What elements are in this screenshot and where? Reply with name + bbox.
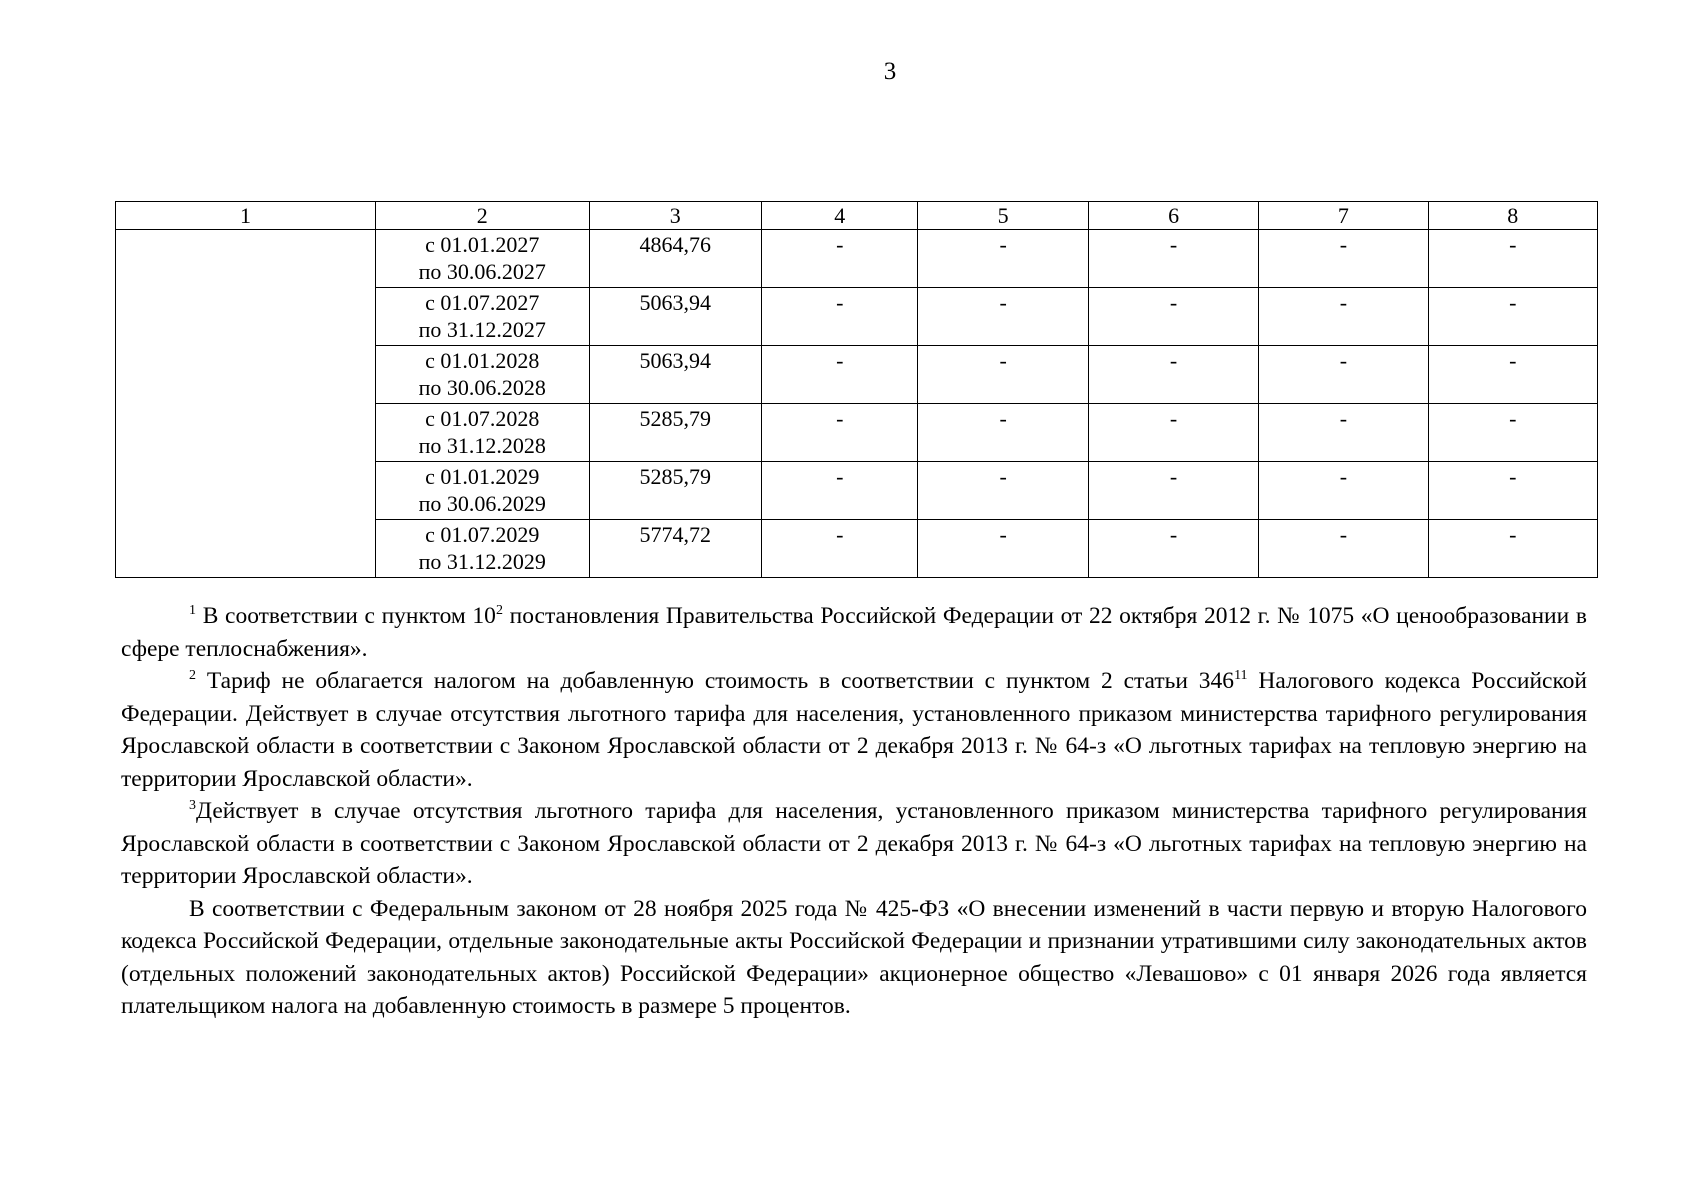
vat-paragraph: В соответствии с Федеральным законом от 28 ноября 2025 года № 425-ФЗ «О внесении изменений в части первую и вторую Налогового кодекса Российской Федерации, отдельные законодательные акты Российской Федерации и признании утратившими силу законодательных актов (отдельных положений законодательных актов) Российской Федерации» акционерное общество «Левашово» с 01 января 2026 года является плательщиком налога на добавленную стоимость в размере 5 процентов. [121, 895, 1587, 1019]
cell-col6: - [1088, 230, 1258, 288]
period-cell [375, 346, 589, 404]
column-header-2: 2 [375, 202, 589, 230]
period-to: по 30.06.2029 [418, 491, 546, 516]
footnote-1 [121, 600, 1587, 665]
period-cell [375, 288, 589, 346]
cell-col5: - [918, 288, 1088, 346]
period-from: с 01.01.2028 [425, 348, 540, 373]
footnote-text: В соответствии с пунктом 10 [202, 603, 496, 629]
tariff-value: 5285,79 [589, 462, 762, 520]
cell-col5: - [918, 462, 1088, 520]
period-to: по 31.12.2028 [418, 433, 546, 458]
organization-cell [116, 230, 376, 578]
period-to: по 31.12.2027 [418, 317, 546, 342]
tariff-value: 5774,72 [589, 520, 762, 578]
page-number: 3 [883, 58, 897, 85]
tariff-value: 5285,79 [589, 404, 762, 462]
footnote-text: Действует в случае отсутствия льготного тарифа для населения, установленного приказом министерства тарифного регулирования Ярославской области в соответствии с Законом Ярославской области от 2 декабря 2013 г. № 64-з «О льготных тарифах на тепловую энергию на территории Ярославской области». [121, 798, 1587, 889]
cell-col8: - [1428, 346, 1597, 404]
period-from: с 01.07.2027 [425, 290, 540, 315]
cell-col7: - [1259, 288, 1428, 346]
cell-col7: - [1259, 462, 1428, 520]
period-to: по 30.06.2027 [418, 259, 546, 284]
period-cell [375, 520, 589, 578]
footnote-2 [121, 665, 1587, 795]
cell-col5: - [918, 404, 1088, 462]
period-cell [375, 462, 589, 520]
column-header-4: 4 [762, 202, 918, 230]
period-from: с 01.07.2029 [425, 522, 540, 547]
column-header-1: 1 [116, 202, 376, 230]
tariff-value: 4864,76 [589, 230, 762, 288]
column-header-8: 8 [1428, 202, 1597, 230]
cell-col8: - [1428, 520, 1597, 578]
period-from: с 01.01.2029 [425, 464, 540, 489]
cell-col6: - [1088, 520, 1258, 578]
period-to: по 31.12.2029 [418, 549, 546, 574]
footnote-superscript: 2 [495, 603, 503, 618]
footnote-superscript: 11 [1234, 668, 1248, 683]
cell-col4: - [762, 288, 918, 346]
column-header-3: 3 [589, 202, 762, 230]
footnote-text: постановления Правительства Российской Федерации от 22 октября 2012 г. № 1075 «О ценообразовании в сфере теплоснабжения». [121, 603, 1587, 662]
cell-col7: - [1259, 346, 1428, 404]
footnote-mark: 1 [189, 603, 196, 618]
cell-col4: - [762, 462, 918, 520]
tariff-value: 5063,94 [589, 346, 762, 404]
tariff-table [115, 201, 1598, 578]
cell-col4: - [762, 404, 918, 462]
cell-col4: - [762, 520, 918, 578]
column-header-6: 6 [1088, 202, 1258, 230]
footnote-text: Налогового кодекса Российской Федерации. Действует в случае отсутствия льготного тарифа для населения, установленного приказом министерства тарифного регулирования Ярославской области в соответствии с Законом Ярославской области от 2 декабря 2013 г. № 64-з «О льготных тарифах на тепловую энергию на территории Ярославской области». [121, 668, 1588, 792]
cell-col8: - [1428, 230, 1597, 288]
cell-col6: - [1088, 346, 1258, 404]
table-header-row [116, 202, 1598, 230]
cell-col7: - [1259, 230, 1428, 288]
period-cell [375, 404, 589, 462]
cell-col5: - [918, 230, 1088, 288]
cell-col6: - [1088, 404, 1258, 462]
period-from: с 01.01.2027 [425, 232, 540, 257]
footnote-mark: 2 [189, 668, 196, 683]
period-to: по 30.06.2028 [418, 375, 546, 400]
cell-col6: - [1088, 288, 1258, 346]
cell-col7: - [1259, 520, 1428, 578]
footnote-mark: 3 [189, 798, 196, 813]
footnote-text: Тариф не облагается налогом на добавленную стоимость в соответствии с пунктом 2 статьи 346 [206, 668, 1235, 694]
cell-col4: - [762, 230, 918, 288]
cell-col7: - [1259, 404, 1428, 462]
cell-col8: - [1428, 462, 1597, 520]
cell-col4: - [762, 346, 918, 404]
period-cell [375, 230, 589, 288]
cell-col8: - [1428, 288, 1597, 346]
period-from: с 01.07.2028 [425, 406, 540, 431]
cell-col5: - [918, 346, 1088, 404]
column-header-5: 5 [918, 202, 1088, 230]
cell-col6: - [1088, 462, 1258, 520]
column-header-7: 7 [1259, 202, 1428, 230]
table-row [116, 230, 1598, 288]
tariff-value: 5063,94 [589, 288, 762, 346]
cell-col8: - [1428, 404, 1597, 462]
cell-col5: - [918, 520, 1088, 578]
footnotes-section [121, 600, 1587, 1023]
footnote-3 [121, 795, 1587, 893]
